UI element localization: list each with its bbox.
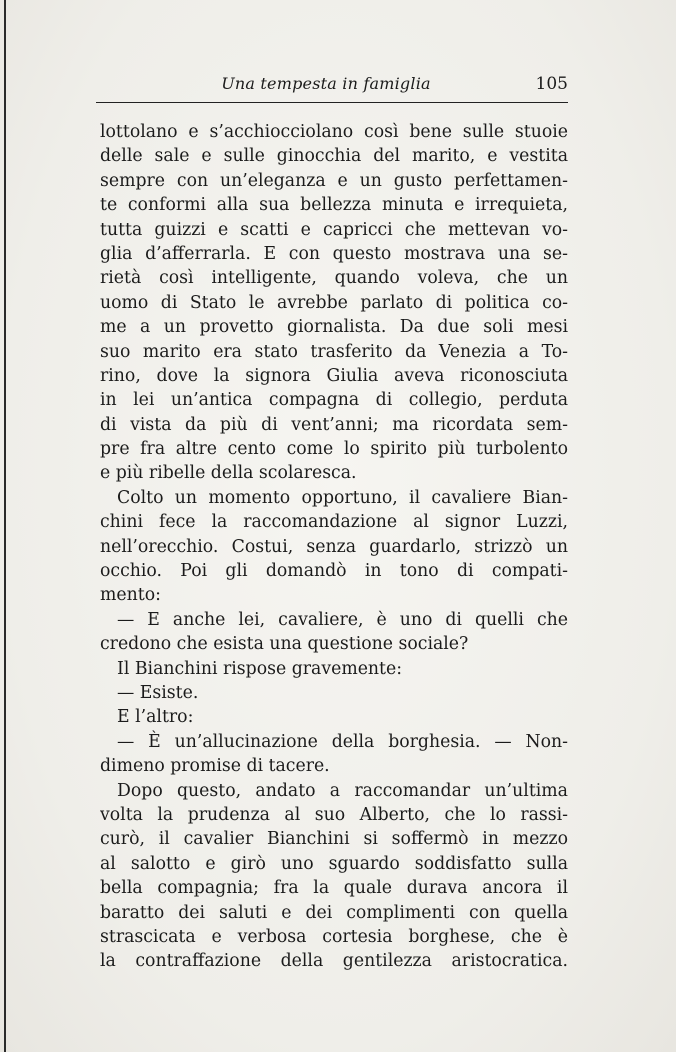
text-line: bella compagnia; fra la quale durava ancora il <box>100 878 568 899</box>
text-line: occhio. Poi gli domandò in tono di compati- <box>100 561 568 582</box>
text-line: me a un provetto giornalista. Da due soli mesi <box>100 317 568 338</box>
text-line: uomo di Stato le avrebbe parlato di politica co- <box>100 292 568 313</box>
page-binding-edge <box>4 0 6 1052</box>
page-header <box>96 66 568 106</box>
text-line: sempre con un’eleganza e un gusto perfettamen- <box>100 170 568 191</box>
text-line: al salotto e girò uno sguardo soddisfatto sulla <box>100 853 568 874</box>
header-rule <box>96 102 568 103</box>
text-line: rietà così intelligente, quando voleva, che un <box>100 268 568 289</box>
text-line: strascicata e verbosa cortesia borghese, che è <box>100 926 568 947</box>
body-text <box>100 120 568 974</box>
text-line: lottolano e s’acchiocciolano così bene sulle stuoie <box>100 122 568 142</box>
text-line: chini fece la raccomandazione al signor Luzzi, <box>100 512 568 533</box>
running-title: Una tempesta in famiglia <box>221 74 431 93</box>
text-line: E l’altro: <box>117 707 194 728</box>
text-line: volta la prudenza al suo Alberto, che lo rassi- <box>100 804 568 825</box>
text-line: baratto dei saluti e dei complimenti con quella <box>100 902 568 923</box>
text-line: te conformi alla sua bellezza minuta e irrequieta, <box>100 195 568 216</box>
text-line: rino, dove la signora Giulia aveva riconosciuta <box>100 365 568 386</box>
text-line: — Esiste. <box>117 682 199 703</box>
text-line: glia d’afferrarla. E con questo mostrava una se- <box>100 243 568 264</box>
text-line: mento: <box>100 585 161 606</box>
text-line: delle sale e sulle ginocchia del marito, e vestita <box>100 146 568 167</box>
text-line: — È un’allucinazione della borghesia. — Non- <box>117 731 568 752</box>
text-line: Colto un momento opportuno, il cavaliere Bian- <box>117 487 568 508</box>
text-line: Il Bianchini rispose gravemente: <box>117 658 403 679</box>
page-number: 105 <box>535 74 568 94</box>
text-line: tutta guizzi e scatti e capricci che mettevan vo- <box>100 219 568 240</box>
text-line: — E anche lei, cavaliere, è uno di quelli che <box>117 609 568 630</box>
text-line: Dopo questo, andato a raccomandar un’ultima <box>117 780 568 801</box>
text-line: la contraffazione della gentilezza aristocratica. <box>100 951 568 972</box>
text-line: pre fra altre cento come lo spirito più turbolento <box>100 439 568 460</box>
text-line: suo marito era stato trasferito da Venezia a To- <box>100 341 568 362</box>
text-line: di vista da più di vent’anni; ma ricordata sem- <box>100 414 568 435</box>
text-line: in lei un’antica compagna di collegio, perduta <box>100 390 568 411</box>
text-line: nell’orecchio. Costui, senza guardarlo, strizzò un <box>100 536 568 557</box>
text-line: credono che esista una questione sociale? <box>100 634 469 655</box>
text-line: e più ribelle della scolaresca. <box>100 463 357 484</box>
text-line: dimeno promise di tacere. <box>100 756 330 777</box>
text-line: curò, il cavalier Bianchini si soffermò in mezzo <box>100 829 568 850</box>
